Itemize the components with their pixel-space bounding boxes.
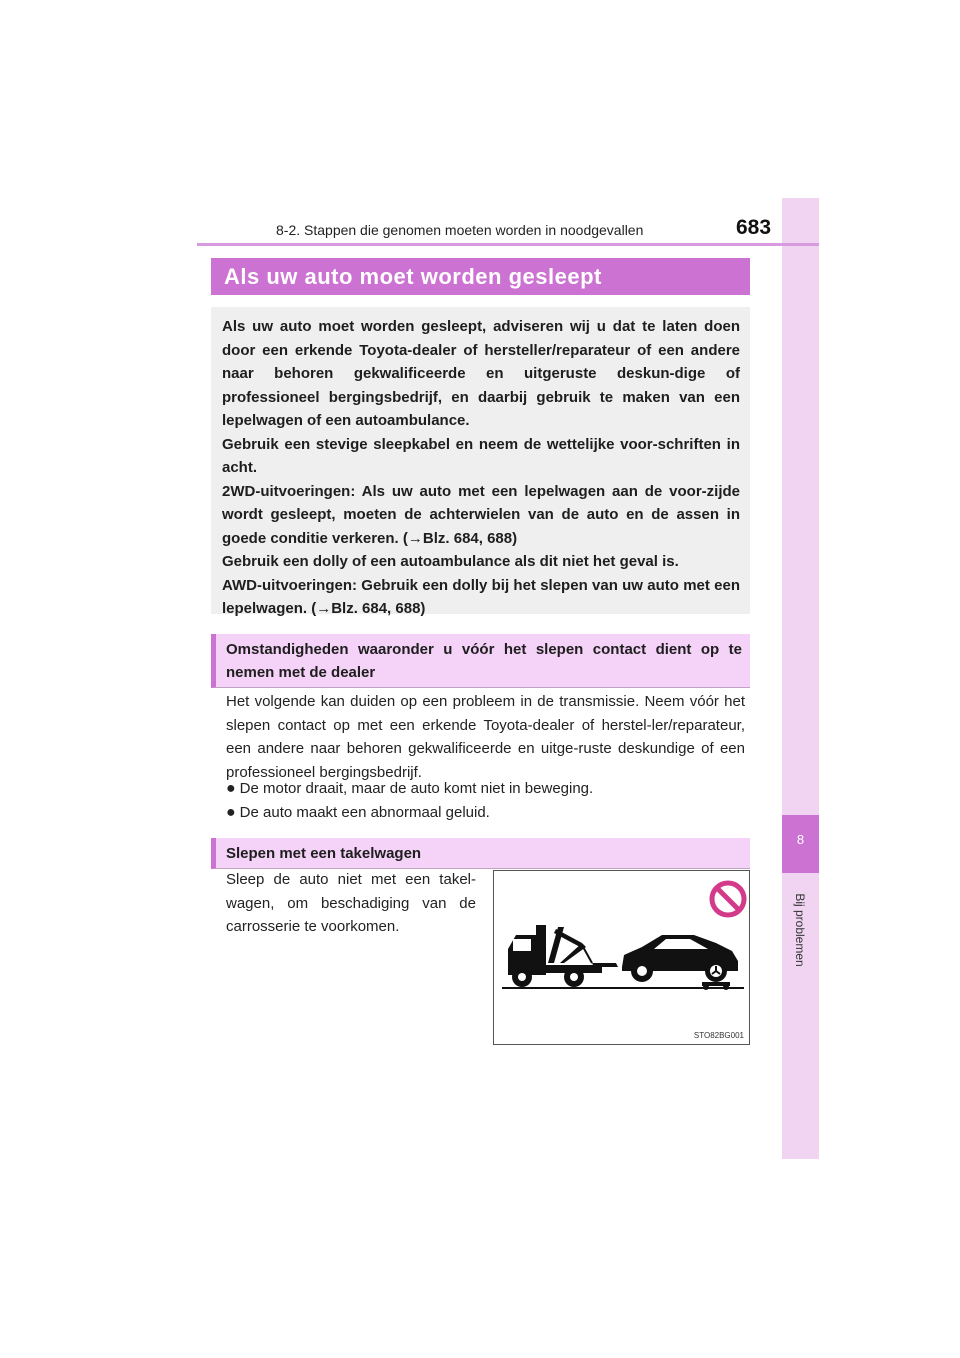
intro-paragraph: Als uw auto moet worden gesleept, adviseren wij u dat te laten doen door een erkende Toyota-dealer of hersteller/reparateur of een andere naar behoren gekwalificeerde en uitgeruste deskun-dige of professioneel bergingsbedrijf, en daarbij gebruik te maken van een lepelwagen of een autoambulance. [222,318,740,429]
section-heading-text: Omstandigheden waaronder u vóór het slepen contact dient op te nemen met de dealer [226,641,742,681]
list-item: ● De auto maakt een abnormaal geluid. [226,804,490,821]
section-heading-dealer-contact [211,634,750,688]
tow-truck-icon [508,925,618,987]
section-header: 8-2. Stappen die genomen moeten worden in noodgevallen [276,222,644,238]
intro-paragraph: AWD-uitvoeringen: Gebruik een dolly bij het slepen van uw auto met een lepelwagen. (→Blz. 684, 688) [222,576,740,617]
prohibition-icon [712,883,744,915]
tow-truck-drawing [494,871,749,1044]
page-title: Als uw auto moet worden gesleept [211,258,750,295]
tow-truck-illustration [493,870,750,1045]
intro-paragraph: Gebruik een dolly of een autoambulance als dit niet het geval is. [222,553,679,570]
car-icon [622,935,738,990]
section-heading-tow-truck: Slepen met een takelwagen [211,838,750,869]
page-number: 683 [736,216,772,239]
transmission-paragraph: Het volgende kan duiden op een probleem in de transmissie. Neem vóór het slepen contact op met een erkende Toyota-dealer of herstel-ler/reparateur, een andere naar behoren gekwalificeerde en uitge-ruste deskundige of een professioneel bergingsbedrijf. [226,693,745,781]
figure-code: STO82BG001 [693,1031,744,1040]
tow-truck-paragraph: Sleep de auto niet met een takel-wagen, om beschadiging van de carrosserie te voorkomen. [226,871,476,935]
bullet-icon: ● [226,780,236,797]
intro-paragraph: 2WD-uitvoeringen: Als uw auto met een lepelwagen aan de voor-zijde wordt gesleept, moeten de achterwielen van de auto en de assen in goede conditie verkeren. (→Blz. 684, 688) [222,482,740,547]
chapter-label: Bij problemen [793,893,807,967]
side-tab [782,198,819,1159]
intro-paragraph: Gebruik een stevige sleepkabel en neem de wettelijke voor-schriften in acht. [222,435,740,476]
header-rule [197,243,819,246]
intro-box [211,307,750,617]
bullet-icon: ● [226,804,236,821]
list-item: ● De motor draait, maar de auto komt niet in beweging. [226,780,594,797]
chapter-number: 8 [796,832,805,847]
